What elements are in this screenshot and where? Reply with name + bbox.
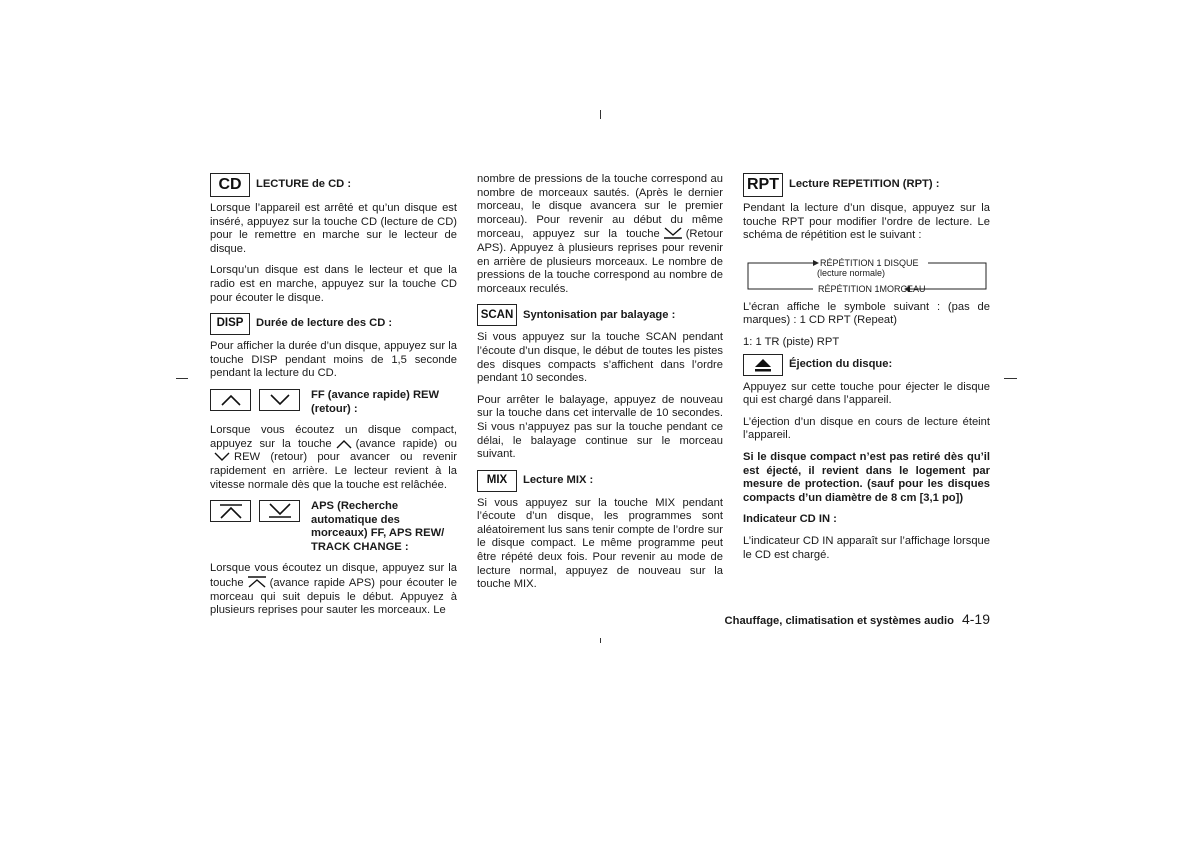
aps-up-icon: [218, 503, 244, 519]
up-chevron-icon: [220, 394, 242, 406]
aps-ff-button: [210, 500, 251, 522]
down-chevron-icon: [269, 394, 291, 406]
eject-icon: [754, 358, 772, 372]
eject-warning: Si le disque compact n’est pas retiré dès qu’il est éjecté, il revient dans le logement par mesure de protection. (sauf pour les disques compacts d’un diamètre de 8 cm [3,1 po]): [743, 450, 990, 504]
rpt-paragraph-3: 1: 1 TR (piste) RPT: [743, 335, 840, 348]
rpt-paragraph-2: L’écran affiche le symbole suivant : (pas de marques) : 1 CD RPT (Repeat): [743, 300, 990, 327]
rew-button: [259, 389, 300, 411]
cd-key: CD: [210, 173, 250, 197]
cdin-paragraph-1: L’indicateur CD IN apparaît sur l’affichage lorsque le CD est chargé.: [743, 534, 990, 561]
crop-mark-top: [600, 110, 601, 119]
column-1: [210, 173, 457, 626]
mix-heading: [477, 470, 723, 492]
scan-paragraph-1: Si vous appuyez sur la touche SCAN pendant l’écoute d’un disque, le début de toutes les pistes des disques compacts s’affichent dans l’ordre pendant 10 secondes.: [477, 331, 723, 385]
scan-key: SCAN: [477, 304, 517, 326]
aps-text-b: (avance rapide APS) pour écouter le morceau qui suit depuis le début. Appuyez à plusieurs reprises pour sauter les morceaux. Le: [210, 577, 457, 617]
ff-text-b: (avance rapide) ou: [355, 437, 457, 450]
arrow-icon: [813, 260, 819, 266]
rpt-title: Lecture REPETITION (RPT) :: [789, 178, 940, 191]
eject-paragraph-2: L’éjection d’un disque en cours de lecture éteint l’appareil.: [743, 415, 990, 442]
column-2: [477, 173, 723, 600]
disp-paragraph-1: Pour afficher la durée d’un disque, appuyez sur la touche DISP pendant moins de 1,5 seconde pendant la lecture du CD.: [210, 340, 457, 380]
scan-title: Syntonisation par balayage :: [523, 308, 676, 321]
crop-mark-right: [1004, 378, 1017, 379]
ff-text-a: Lorsque vous écoutez un disque compact, appuyez sur la touche: [210, 424, 457, 450]
disp-title: Durée de lecture des CD :: [256, 317, 393, 330]
rpt-heading: [743, 173, 990, 197]
mix-title: Lecture MIX :: [523, 473, 594, 486]
cdin-title: Indicateur CD IN :: [743, 513, 837, 526]
eject-key: [743, 354, 783, 376]
down-chevron-icon: [213, 452, 231, 462]
aps-title: APS (Recherche automatique des morceaux) FF, APS REW/ TRACK CHANGE :: [311, 500, 445, 553]
aps-heading: [210, 500, 457, 554]
page-footer: [725, 611, 990, 627]
page-number: 4-19: [961, 611, 990, 627]
aps-cont-text-b: (Retour APS). Appuyez à plusieurs reprises pour revenir en arrière de plusieurs morceaux. Le nombre de pressions de la touche correspond au nombre de morceaux reculés.: [477, 228, 723, 295]
aps-rew-button: [259, 500, 300, 522]
aps-up-icon: [247, 576, 267, 588]
aps-continued-paragraph: [477, 173, 723, 296]
ff-heading: [210, 389, 457, 416]
rpt-paragraph-1: Pendant la lecture d’un disque, appuyez sur la touche RPT pour modifier l’ordre de lecture. Le schéma de répétition est le suivant :: [743, 202, 990, 242]
aps-cont-text-a: nombre de pressions de la touche correspond au nombre de morceaux sautés. (Après le dernier morceau, le disque avancera sur le premier morceau). Pour revenir au début du même morceau, appuyez sur la touche: [477, 173, 723, 241]
ff-paragraph-1: [210, 424, 457, 492]
ff-title: FF (avance rapide) REW (retour) :: [311, 388, 440, 415]
eject-paragraph-1: Appuyez sur cette touche pour éjecter le disque qui est chargé dans l’appareil.: [743, 380, 990, 407]
cd-heading: [210, 173, 457, 197]
crop-mark-bottom: [600, 638, 601, 643]
eject-heading: [743, 354, 990, 376]
footer-section-title: Chauffage, climatisation et systèmes audio: [724, 615, 954, 627]
up-chevron-icon: [335, 439, 353, 449]
diagram-top-label: RÉPÉTITION 1 DISQUE: [820, 257, 919, 268]
ff-text-c: REW (retour) pour avancer ou revenir rapidement en arrière. Le lecteur revient à la vitesse normale dès que la touche est relâchée.: [210, 451, 457, 491]
disp-heading: [210, 313, 457, 335]
diagram-bottom-label: RÉPÉTITION 1MORCEAU: [818, 283, 926, 294]
ff-button: [210, 389, 251, 411]
aps-text-a: Lorsque vous écoutez un disque, appuyez sur la touche: [210, 562, 457, 590]
scan-heading: [477, 304, 723, 326]
disp-key: DISP: [210, 313, 250, 335]
aps-down-icon: [267, 503, 293, 519]
cd-paragraph-2: Lorsqu’un disque est dans le lecteur et que la radio est en marche, appuyez sur la touche CD pour écouter le disque.: [210, 264, 457, 304]
mix-paragraph-1: Si vous appuyez sur la touche MIX pendant l’écoute d’un disque, les programmes sont aléatoirement lus sans tenir compte de l’ordre sur le disque compact. Le même programme peut être répété deux fois. Pour revenir au mode de lecture normal, appuyez de nouveau sur la touche MIX.: [477, 496, 723, 591]
mix-key: MIX: [477, 470, 517, 492]
repeat-diagram: [743, 251, 990, 295]
scan-paragraph-2: Pour arrêter le balayage, appuyez de nouveau sur la touche dans cet intervalle de 10 secondes. Si vous n’appuyez pas sur la touche pendant ce délai, le balayage continue sur le morceau suivant.: [477, 393, 723, 461]
aps-down-icon: [663, 227, 683, 239]
rpt-key: RPT: [743, 173, 783, 197]
eject-title: Éjection du disque:: [789, 357, 893, 370]
diagram-sub-label: (lecture normale): [817, 267, 886, 278]
crop-mark-left: [176, 378, 188, 379]
column-3: [743, 173, 990, 570]
aps-paragraph-1: [210, 562, 457, 617]
cd-title: LECTURE de CD :: [256, 178, 352, 191]
cd-paragraph-1: Lorsque l’appareil est arrêté et qu’un disque est inséré, appuyez sur la touche CD (lecture de CD) pour le remettre en marche sur le lecteur de disque.: [210, 202, 457, 255]
